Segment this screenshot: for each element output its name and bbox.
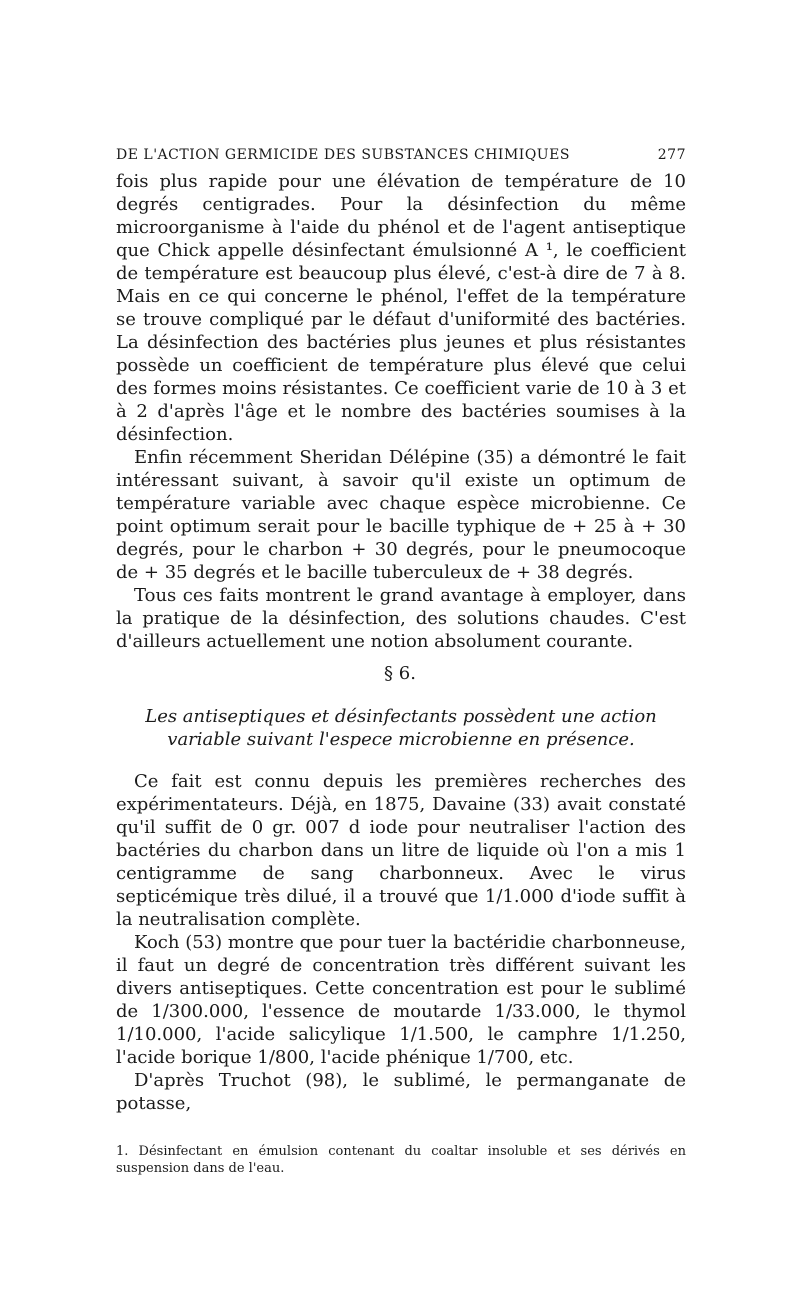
paragraph: Ce fait est connu depuis les premières recherches des expérimentateurs. Déjà, en 1875, Davaine (33) avait constaté qu'il suffit de 0 gr. 007 d iode pour neutraliser l'action des bactéries du charbon dans un litre de liquide où l'on a mis 1 centigramme de sang charbonneux. Avec le virus septicémique très dilué, il a trouvé que 1/1.000 d'iode suffit à la neutralisation complète. [116, 771, 686, 930]
page-number: 277 [657, 147, 686, 163]
section-number: § 6. [384, 663, 416, 684]
footnote [116, 1143, 686, 1177]
paragraph: Tous ces faits montrent le grand avantage à employer, dans la pratique de la désinfection, des solutions chaudes. C'est d'ailleurs actuellement une notion absolument courante. [116, 585, 686, 652]
footnote-text: 1. Désinfectant en émulsion contenant du coaltar insoluble et ses dérivés en suspension dans de l'eau. [116, 1144, 686, 1176]
running-title: DE L'ACTION GERMICIDE DES SUBSTANCES CHIMIQUES [116, 147, 570, 163]
paragraph: fois plus rapide pour une élévation de température de 10 degrés centigrades. Pour la désinfection du même microorganisme à l'aide du phénol et de l'agent antiseptique que Chick appelle désinfectant émulsionné A ¹, le coefficient de température est beaucoup plus élevé, c'est-à dire de 7 à 8. Mais en ce qui concerne le phénol, l'effet de la température se trouve compliqué par le défaut d'uniformité des bactéries. La désinfection des bactéries plus jeunes et plus résistantes possède un coefficient de température plus élevé que celui des formes moins résistantes. Ce coefficient varie de 10 à 3 et à 2 d'après l'âge et le nombre des bactéries soumises à la désinfection. [116, 171, 686, 445]
body-text-block-1 [116, 170, 686, 653]
section-title: Les antiseptiques et désinfectants possèdent une action variable suivant l'espece microbienne en présence. [145, 706, 657, 750]
running-header [116, 147, 686, 163]
paragraph: Enfin récemment Sheridan Délépine (35) a démontré le fait intéressant suivant, à savoir qu'il existe un optimum de température variable avec chaque espèce microbienne. Ce point optimum serait pour le bacille typhique de + 25 à + 30 degrés, pour le charbon + 30 degrés, pour le pneumocoque de + 35 degrés et le bacille tuberculeux de + 38 degrés. [116, 447, 686, 583]
paragraph: Koch (53) montre que pour tuer la bactéridie charbonneuse, il faut un degré de concentration très différent suivant les divers antiseptiques. Cette concentration est pour le sublimé de 1/300.000, l'essence de moutarde 1/33.000, le thymol 1/10.000, l'acide salicylique 1/1.500, le camphre 1/1.250, l'acide borique 1/800, l'acide phénique 1/700, etc. [116, 932, 687, 1068]
paragraph: D'après Truchot (98), le sublimé, le permanganate de potasse, [116, 1070, 686, 1114]
body-text-block-2 [116, 770, 686, 1115]
